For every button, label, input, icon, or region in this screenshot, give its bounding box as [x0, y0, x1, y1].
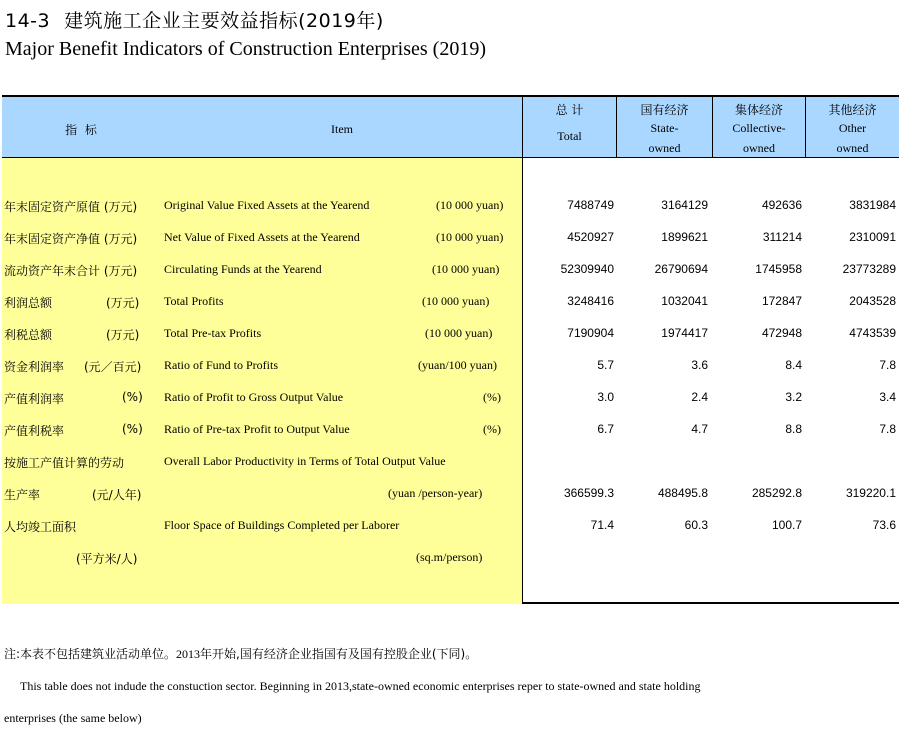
- row-label-cn: 资金利润率: [4, 360, 65, 374]
- value-state: 3164129: [661, 198, 708, 212]
- value-state: 1032041: [661, 294, 708, 308]
- row-unit: (10 000 yuan): [436, 198, 504, 212]
- header-state-owned: [616, 97, 712, 157]
- table-row-labor-line1: [2, 454, 899, 474]
- value-total: 366599.3: [563, 486, 614, 500]
- row-label-en: Total Pre-tax Profits: [164, 326, 262, 340]
- row-label-cn: 产值利润率: [4, 392, 65, 406]
- row-label-cn: 按施工产值计算的劳动: [4, 456, 125, 470]
- row-unit: (10 000 yuan): [422, 294, 490, 308]
- footnote-cn-part-c: 年开始,国有经济企业指国有及国有控股企业(下同)。: [200, 647, 478, 661]
- row-label-en: Net Value of Fixed Assets at the Yearend: [164, 230, 360, 244]
- row-label-en: Overall Labor Productivity in Terms of Total Output Value: [164, 454, 446, 468]
- header-total: [522, 97, 616, 157]
- data-table: [2, 95, 899, 604]
- row-label-cn: 产值利税率: [4, 424, 65, 438]
- row-label-cn: 利润总额: [4, 296, 53, 310]
- row-unit: (10 000 yuan): [425, 326, 493, 340]
- header-coll-en1: Collective-: [732, 121, 786, 135]
- header-state-cn: 国有经济: [640, 103, 689, 117]
- value-total: 4520927: [567, 230, 614, 244]
- table-row-floor-line2: [2, 550, 899, 570]
- value-collective: 172847: [761, 294, 802, 308]
- row-label-cn: 利税总额: [4, 328, 53, 342]
- value-state: 60.3: [684, 518, 708, 532]
- value-total: 5.7: [597, 358, 614, 372]
- header-total-cn: 总 计: [555, 103, 584, 117]
- value-collective: 8.4: [785, 358, 802, 372]
- value-state: 4.7: [691, 422, 708, 436]
- value-total: 3248416: [567, 294, 614, 308]
- value-other: 2043528: [849, 294, 896, 308]
- row-label-en: Total Profits: [164, 294, 224, 308]
- value-total: 6.7: [597, 422, 614, 436]
- row-unit: (10 000 yuan): [436, 230, 504, 244]
- row-label-cn: 年末固定资产净值 (万元): [4, 232, 138, 246]
- footnote-cn: [4, 645, 477, 662]
- value-state: 26790694: [654, 262, 708, 276]
- page-title-en: Major Benefit Indicators of Construction Enterprises (2019): [5, 38, 486, 60]
- header-other-owned: [805, 97, 899, 157]
- title-cn-text: 建筑施工企业主要效益指标(2019年): [64, 10, 384, 32]
- row-label-en: Circulating Funds at the Yearend: [164, 262, 322, 276]
- value-state: 3.6: [691, 358, 708, 372]
- footnote-en-line2: enterprises (the same below): [4, 711, 142, 725]
- value-state: 1899621: [661, 230, 708, 244]
- row-unit-cn: (%): [122, 422, 143, 436]
- value-collective: 1745958: [755, 262, 802, 276]
- value-collective: 3.2: [785, 390, 802, 404]
- header-indicator: 指 标: [65, 123, 99, 137]
- table-number: 14-3: [5, 10, 51, 32]
- value-total: 7488749: [567, 198, 614, 212]
- table-row: [2, 390, 899, 410]
- value-collective: 492636: [761, 198, 802, 212]
- value-total: 7190904: [567, 326, 614, 340]
- row-label-en: Original Value Fixed Assets at the Yearend: [164, 198, 370, 212]
- table-row: [2, 358, 899, 378]
- row-label-en: Floor Space of Buildings Completed per Laborer: [164, 518, 400, 532]
- value-other: 319220.1: [845, 486, 896, 500]
- row-unit-cn: (元／百元): [84, 360, 142, 374]
- header-other-en2: owned: [836, 141, 869, 155]
- header-other-cn: 其他经济: [828, 103, 877, 117]
- row-label-en: Ratio of Profit to Gross Output Value: [164, 390, 344, 404]
- value-other: 23773289: [842, 262, 896, 276]
- value-total: 71.4: [590, 518, 614, 532]
- row-unit-cn: (%): [122, 390, 143, 404]
- header-coll-cn: 集体经济: [734, 103, 783, 117]
- table-row-floor-line1: [2, 518, 899, 538]
- page-title-cn: [5, 6, 384, 33]
- row-unit-cn: (平方米/人): [76, 552, 138, 566]
- header-other-en1: Other: [838, 121, 867, 135]
- footnote-cn-year: 2013: [176, 647, 201, 661]
- header-collective-owned: [712, 97, 805, 157]
- value-other: 3831984: [849, 198, 896, 212]
- value-collective: 100.7: [771, 518, 802, 532]
- value-collective: 472948: [761, 326, 802, 340]
- footnote-en-line1: This table does not indude the constuction sector. Beginning in 2013,state-owned economic enterprises reper to state-owned and state holding: [20, 679, 701, 693]
- table-row: [2, 230, 899, 250]
- row-label-cn: 流动资产年末合计 (万元): [4, 264, 138, 278]
- footnote-cn-part-a: 注:本表不包括建筑业活动单位。: [4, 647, 177, 661]
- value-other: 2310091: [849, 230, 896, 244]
- value-other: 3.4: [879, 390, 896, 404]
- row-unit: (%): [483, 422, 501, 436]
- header-state-en2: owned: [648, 141, 681, 155]
- row-unit-cn: (万元): [106, 328, 140, 342]
- value-collective: 285292.8: [751, 486, 802, 500]
- table-row: [2, 422, 899, 442]
- row-unit: (sq.m/person): [416, 550, 483, 564]
- value-other: 73.6: [872, 518, 896, 532]
- row-unit-cn: (万元): [106, 296, 140, 310]
- value-other: 4743539: [849, 326, 896, 340]
- value-state: 2.4: [691, 390, 708, 404]
- row-unit: (%): [483, 390, 501, 404]
- header-item: Item: [331, 122, 353, 136]
- row-label-cn: 人均竣工面积: [4, 520, 77, 534]
- header-state-en1: State-: [650, 121, 679, 135]
- value-collective: 8.8: [785, 422, 802, 436]
- table-row: [2, 294, 899, 314]
- value-other: 7.8: [879, 422, 896, 436]
- value-total: 3.0: [597, 390, 614, 404]
- value-state: 488495.8: [657, 486, 708, 500]
- table-header: [2, 97, 899, 158]
- row-unit: (10 000 yuan): [432, 262, 500, 276]
- row-label-en: Ratio of Fund to Profits: [164, 358, 279, 372]
- header-coll-en2: owned: [743, 141, 775, 155]
- value-total: 52309940: [560, 262, 614, 276]
- table-row: [2, 326, 899, 346]
- table-row: [2, 198, 899, 218]
- row-label-en: Ratio of Pre-tax Profit to Output Value: [164, 422, 350, 436]
- value-collective: 311214: [762, 230, 802, 244]
- table-row: [2, 262, 899, 282]
- row-unit: (yuan /person-year): [388, 486, 483, 500]
- row-unit: (yuan/100 yuan): [418, 358, 497, 372]
- header-total-en: Total: [557, 129, 582, 143]
- value-state: 1974417: [661, 326, 708, 340]
- row-unit-cn: (元/人年): [92, 488, 142, 502]
- row-label-cn: 年末固定资产原值 (万元): [4, 200, 138, 214]
- row-label-cn: 生产率: [4, 488, 41, 502]
- table-row-labor-line2: [2, 486, 899, 506]
- value-other: 7.8: [879, 358, 896, 372]
